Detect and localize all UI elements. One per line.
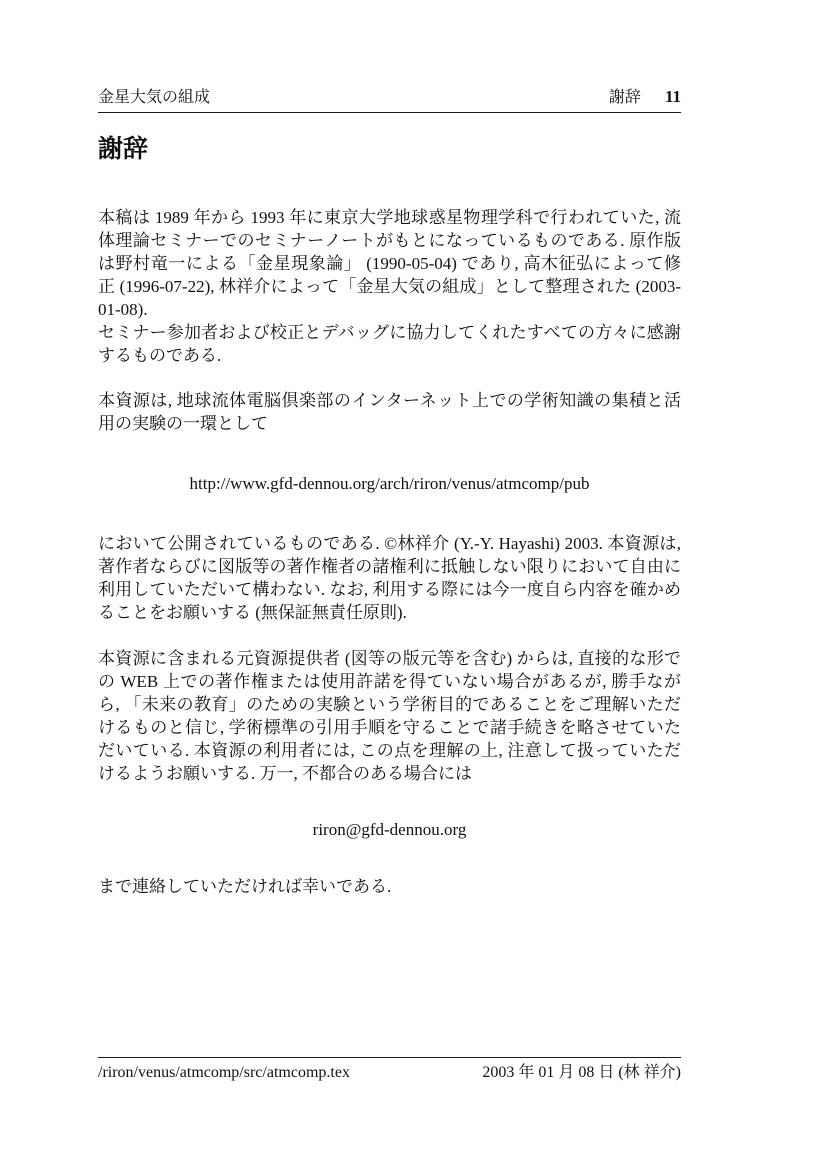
- footer-date: 2003 年 01 月 08 日 (林 祥介): [482, 1064, 681, 1081]
- header-right-group: [609, 88, 681, 107]
- paragraph-copyright-notice: 本資源に含まれる元資源提供者 (図等の版元等を含む) からは, 直接的な形での WEB 上での著作権または使用許諾を得ていない場合があるが, 勝手ながら, 「未来の教育」のための実験という学術目的であることをご理解いただけるものと信じ, 学術標準の引用手順を守ることで諸手続きを略させていただいている. 本資源の利用者には, この点を理解の上, 注意して扱っていただけるようお願いする. 万一, 不都合のある場合には: [98, 649, 681, 783]
- header-section-label: 謝辞: [608, 89, 641, 106]
- paragraph-contact-request: まで連絡していただければ幸いである.: [98, 877, 392, 896]
- publication-url: http://www.gfd-dennou.org/arch/riron/venus/atmcomp/pub: [189, 474, 590, 493]
- paragraph-thanks: セミナー参加者および校正とデバッグに協力してくれたすべての方々に感謝するものである.: [98, 323, 681, 365]
- footer-file-path: /riron/venus/atmcomp/src/atmcomp.tex: [98, 1064, 350, 1081]
- header-page-number: 11: [664, 87, 681, 106]
- contact-email: riron@gfd-dennou.org: [312, 820, 467, 839]
- header-doc-title: 金星大気の組成: [98, 89, 211, 106]
- paragraph-resource-intro: 本資源は, 地球流体電脳倶楽部のインターネット上での学術知識の集積と活用の実験の一環として: [98, 391, 681, 433]
- paragraph-origin-history: 本稿は 1989 年から 1993 年に東京大学地球惑星物理学科で行われていた, 流体理論セミナーでのセミナーノートがもとになっているものである. 原作版は野村竜一による「金星現象論」 (1990-05-04) であり, 高木征弘によって修正 (1996-07-22), 林祥介によって「金星大気の組成」として整理された (2003-01-08).: [98, 208, 681, 319]
- section-heading: 謝辞: [98, 136, 149, 163]
- paragraph-license: において公開されているものである. ©林祥介 (Y.-Y. Hayashi) 2003. 本資源は, 著作者ならびに図版等の著作権者の諸権利に抵触しない限りにおいて自由に利用していただいて構わない. なお, 利用する際には今一度自ら内容を確かめることをお願いする (無保証無責任原則).: [98, 534, 681, 622]
- page-footer: [98, 1057, 681, 1082]
- running-header: [98, 88, 681, 113]
